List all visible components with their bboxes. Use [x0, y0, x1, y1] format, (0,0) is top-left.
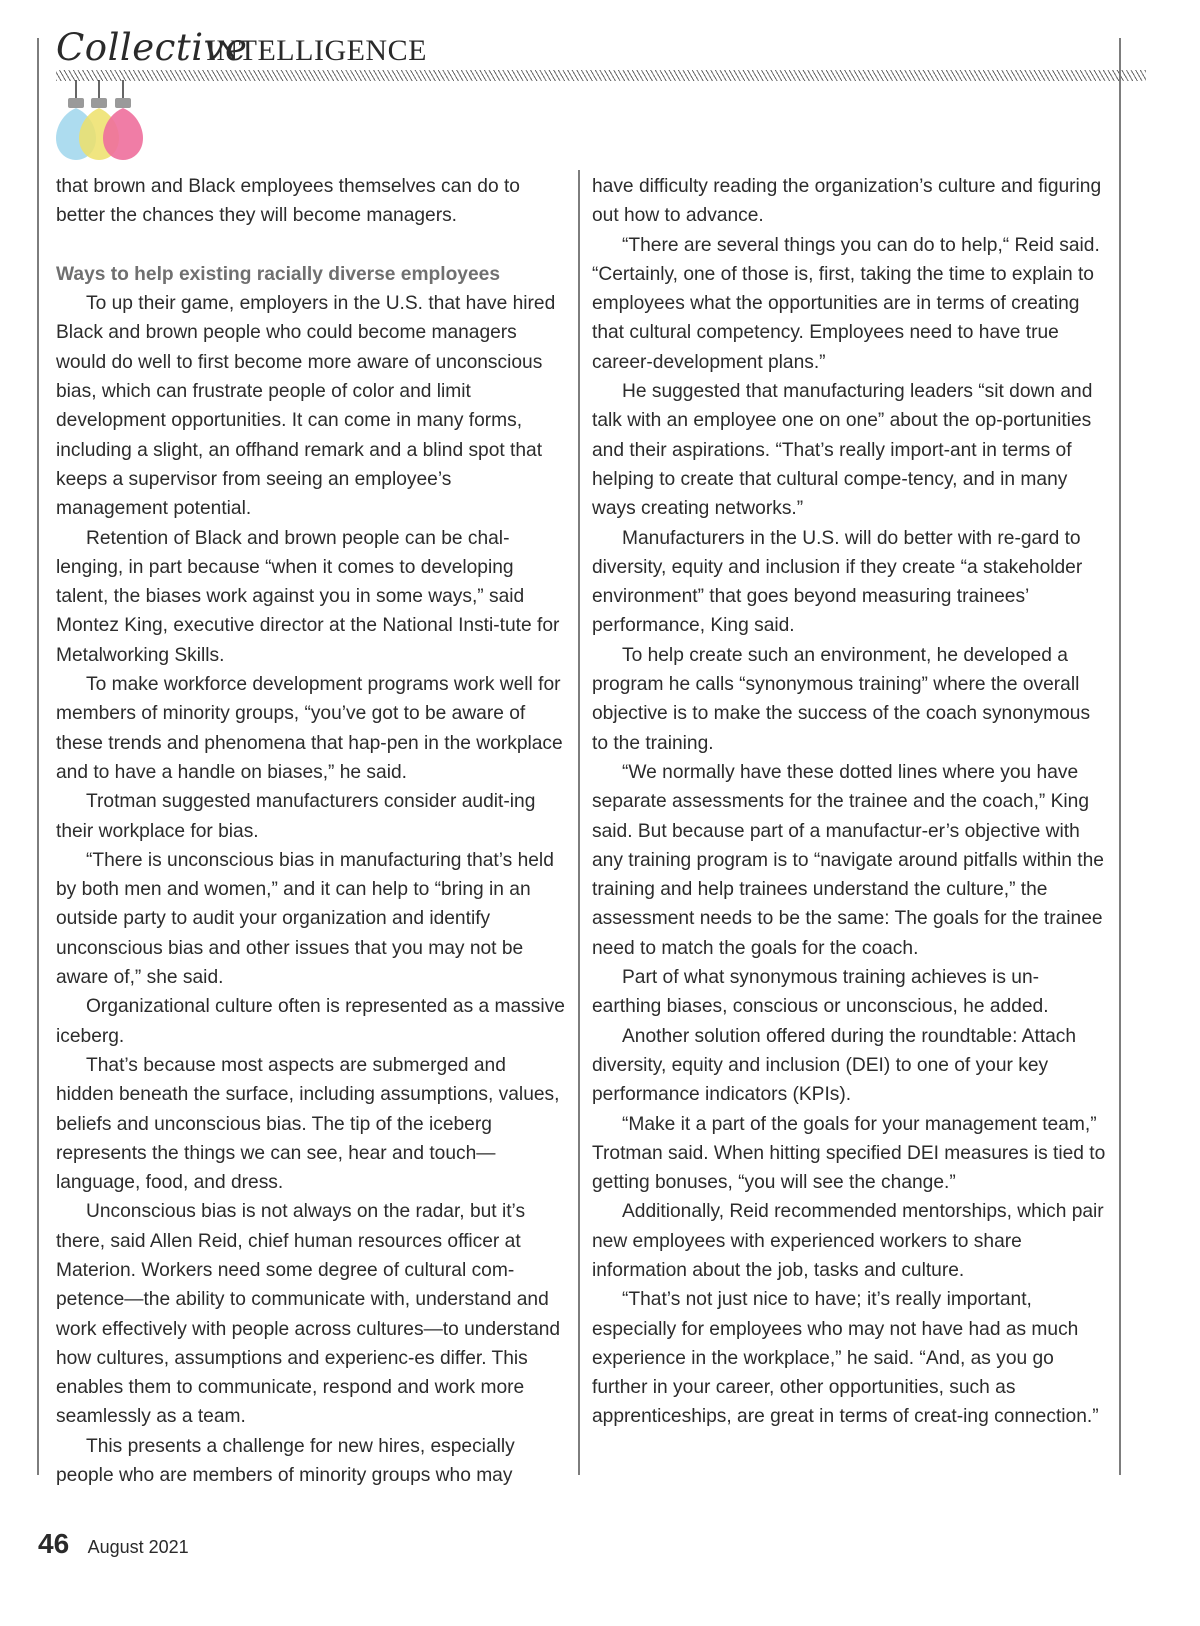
paragraph: This presents a challenge for new hires, especially people who are members of minority groups who may	[56, 1435, 515, 1487]
paragraph: “We normally have these dotted lines where you have separate assessments for the trainee and the coach,” King said. But because part of a manufactur-er’s objective with any training program is to “navigate around pitfalls within the training and help trainees understand the culture,” the assessment needs to be the same: The goals for the trainee need to match the goals for the coach.	[592, 761, 1104, 959]
paragraph: To up their game, employers in the U.S. that have hired Black and brown people who could become managers would do well to first become more aware of unconscious bias, which can frustrate people of color and limit development opportunities. It can come in many forms, including a slight, an offhand remark and a blind spot that keeps a supervisor from seeing an employee’s management potential.	[56, 293, 556, 520]
paragraph-spacer	[56, 231, 566, 260]
article-column-right	[592, 172, 1107, 1432]
article-column-left	[56, 172, 566, 1490]
right-margin-rule	[1119, 38, 1121, 1475]
paragraph: Part of what synonymous training achieves is un-earthing biases, conscious or unconscious, he added.	[592, 967, 1049, 1018]
section-title-caps: INTELLIGENCE	[206, 34, 427, 67]
paragraph: To help create such an environment, he developed a program he calls “synonymous training” where the overall objective is to make the success of the coach synonymous to the training.	[592, 644, 1091, 754]
paragraph: “Make it a part of the goals for your management team,” Trotman said. When hitting specified DEI measures is tied to getting bonuses, “you will see the change.”	[592, 1113, 1106, 1194]
paragraph: To make workforce development programs work well for members of minority groups, “you’ve got to be aware of these trends and phenomena that hap-pen in the workplace and to have a handle on biases,” he said.	[56, 674, 563, 783]
paragraph: Manufacturers in the U.S. will do better with re-gard to diversity, equity and inclusion if they create “a stakeholder environment” that goes beyond measuring trainees’ performance, King said.	[592, 527, 1083, 637]
left-margin-rule	[37, 38, 39, 1475]
paragraph: Unconscious bias is not always on the radar, but it’s there, said Allen Reid, chief human resources officer at Materion. Workers need some degree of cultural com-petence—the ability to communicate with, understand and work effectively with people across cultures—to understand how cultures, assumptions and experienc-es differ. This enables them to communicate, respond and work more seamlessly as a team.	[56, 1201, 561, 1428]
paragraph: Retention of Black and brown people can be chal-lenging, in part because “when it comes to developing talent, the biases work against you in some ways,” said Montez King, executive director at the National Insti-tute for Metalworking Skills.	[56, 527, 560, 666]
paragraph: that brown and Black employees themselves can do to better the chances they will become managers.	[56, 176, 520, 227]
paragraph: “That’s not just nice to have; it’s really important, especially for employees who may not have had as much experience in the workplace,” he said. “And, as you go further in your career, other opportunities, such as apprenticeships, are great in terms of creat-ing connection.”	[592, 1289, 1099, 1428]
paragraph: “There are several things you can do to help,“ Reid said. “Certainly, one of those is, first, taking the time to explain to employees what the opportunities are in terms of creating that cultural competency. Employees need to have true career-development plans.”	[592, 234, 1100, 373]
issue-date: August 2021	[87, 1537, 189, 1557]
header-hatch-rule	[56, 70, 1146, 81]
lightbulbs-illustration	[56, 80, 166, 170]
bulb-pink-icon	[103, 80, 143, 160]
section-title-script: Collective	[56, 26, 248, 69]
paragraph: Additionally, Reid recommended mentorships, which pair new employees with experienced workers to share information about the job, tasks and culture.	[592, 1201, 1104, 1281]
paragraph: He suggested that manufacturing leaders “sit down and talk with an employee one on one” about the op-portunities and their aspirations. “That’s really import-ant in terms of helping to create that cultural compe-tency, and in many ways creating networks.”	[592, 381, 1093, 520]
page-footer	[38, 1528, 189, 1560]
paragraph: Trotman suggested manufacturers consider audit-ing their workplace for bias.	[56, 791, 536, 842]
paragraph: That’s because most aspects are submerged and hidden beneath the surface, including assumptions, values, beliefs and unconscious bias. The tip of the iceberg represents the things we can see, hear and touch—language, food, and dress.	[56, 1054, 560, 1194]
column-divider-rule	[578, 170, 580, 1475]
page-number: 46	[38, 1528, 70, 1559]
paragraph: have difficulty reading the organization’s culture and figuring out how to advance.	[592, 176, 1102, 227]
paragraph: Organizational culture often is represented as a massive iceberg.	[56, 996, 565, 1047]
paragraph: Another solution offered during the roundtable: Attach diversity, equity and inclusion (DEI) to one of your key performance indicators (KPIs).	[592, 1025, 1077, 1106]
paragraph: “There is unconscious bias in manufacturing that’s held by both men and women,” and it can help to “bring in an outside party to audit your organization and identify unconscious bias and other issues that you may not be aware of,” she said.	[56, 849, 554, 989]
subheading: Ways to help existing racially diverse employees	[56, 263, 500, 285]
